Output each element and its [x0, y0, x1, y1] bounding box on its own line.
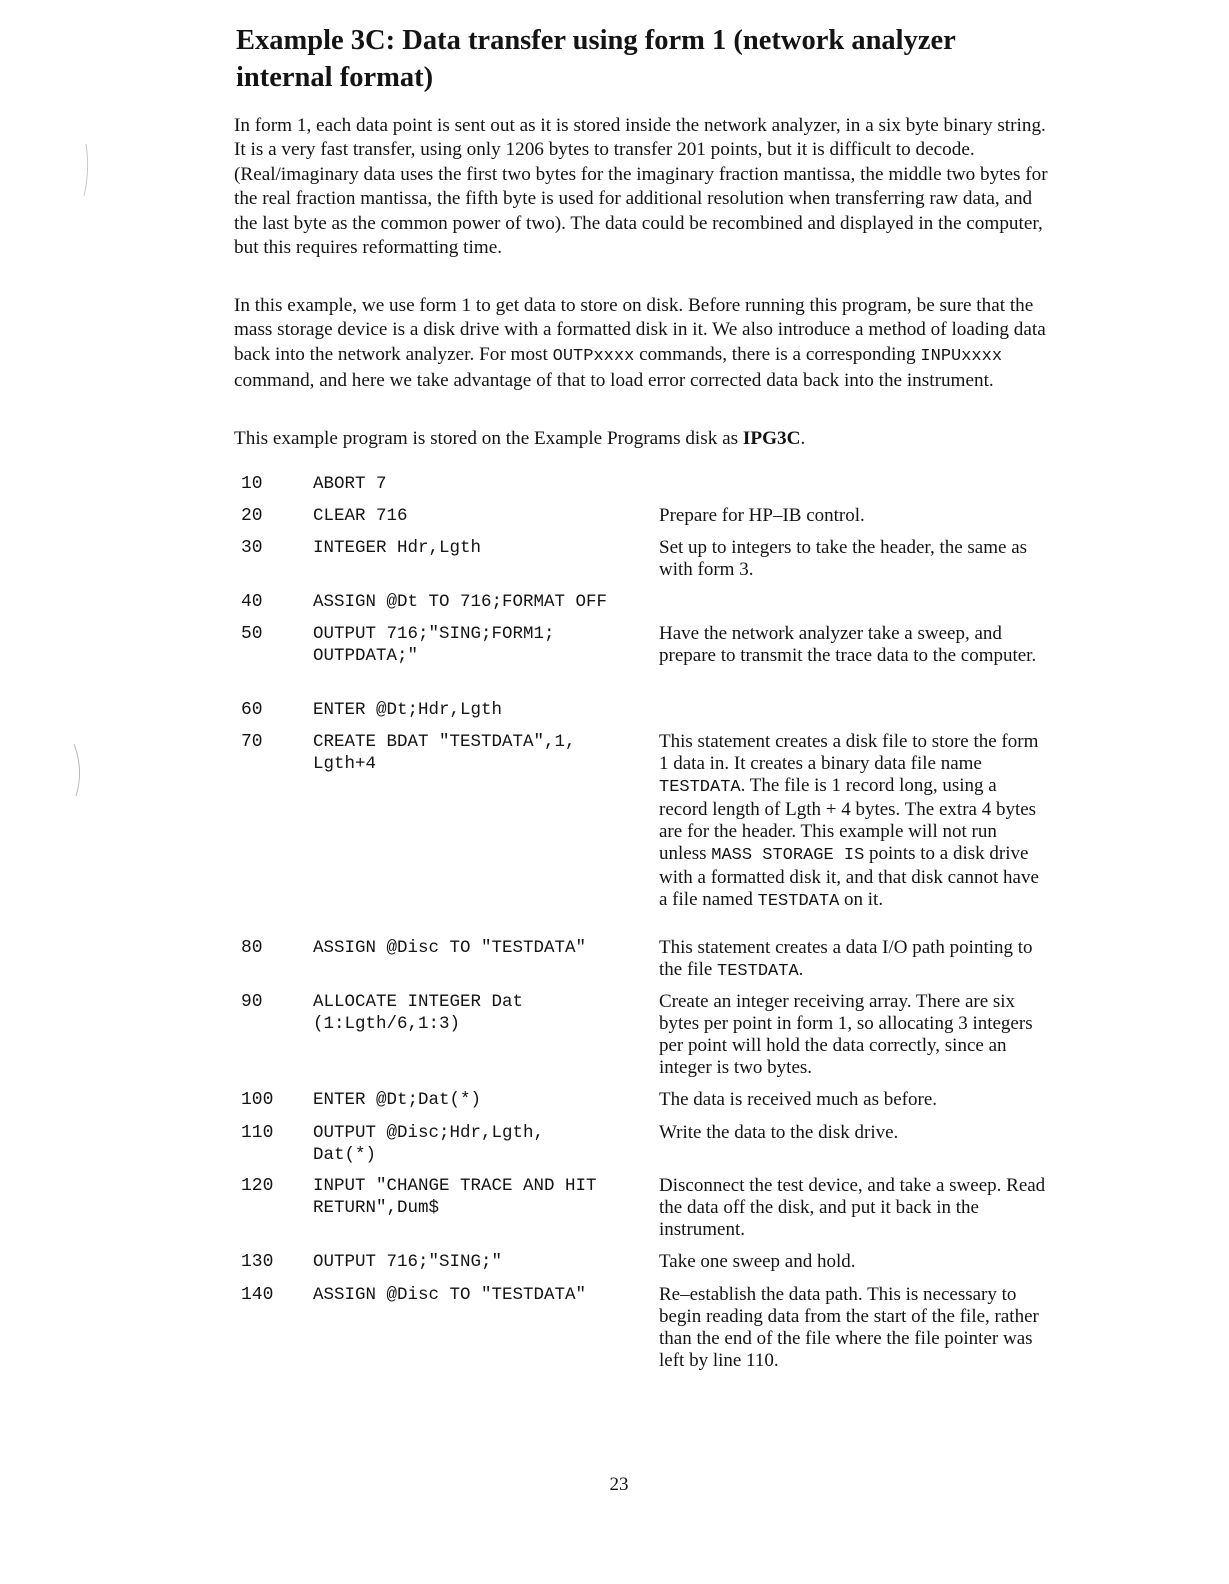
line-number: 20 — [241, 506, 263, 526]
scan-mark — [76, 140, 96, 200]
line-number: 90 — [241, 992, 263, 1012]
program-file-name: IPG3C — [742, 428, 801, 449]
code-text: INPUT "CHANGE TRACE AND HIT RETURN",Dum$ — [313, 1176, 597, 1218]
line-number: 40 — [241, 592, 263, 612]
desc-text: on it. — [839, 889, 884, 910]
storage-text-b: . — [800, 428, 806, 449]
line-description: Create an integer receiving array. There are six bytes per point in form 1, so allocating 3 integers per point will hold the data correctly, since an integer is two bytes. — [659, 991, 1033, 1078]
line-description: Take one sweep and hold. — [659, 1251, 856, 1272]
code-text: OUTPUT @Disc;Hdr,Lgth, Dat(*) — [313, 1123, 545, 1165]
outp-command: OUTPxxxx — [552, 346, 635, 366]
file-name: TESTDATA — [659, 778, 741, 797]
code-text: ASSIGN @Disc TO "TESTDATA" — [313, 1285, 587, 1305]
inpu-command: INPUxxxx — [920, 346, 1003, 366]
line-description — [659, 731, 1049, 913]
line-description: Prepare for HP–IB control. — [659, 505, 865, 526]
line-number: 130 — [241, 1252, 274, 1272]
desc-text: This statement creates a data I/O path pointing to the file — [659, 937, 1033, 980]
code-text: ENTER @Dt;Dat(*) — [313, 1090, 482, 1110]
line-number: 50 — [241, 624, 263, 644]
code-text: ENTER @Dt;Hdr,Lgth — [313, 700, 503, 720]
method-text-c: command, and here we take advantage of that to load error corrected data back into the instrument. — [234, 370, 994, 392]
line-description: Re–establish the data path. This is necessary to begin reading data from the start of the file, rather than the end of the file where the file pointer was left by line 110. — [659, 1284, 1039, 1371]
line-number: 10 — [241, 474, 263, 494]
code-text: OUTPUT 716;"SING;" — [313, 1252, 503, 1272]
line-description: Set up to integers to take the header, the same as with form 3. — [659, 537, 1028, 580]
code-text: INTEGER Hdr,Lgth — [313, 538, 482, 558]
desc-text: . The file is 1 record long, using a record length of Lgth + 4 bytes. The extra 4 bytes are for the header. This example will not run unless — [659, 775, 1037, 864]
file-name: TESTDATA — [757, 892, 840, 911]
line-number: 60 — [241, 700, 263, 720]
line-description: Write the data to the disk drive. — [659, 1122, 899, 1143]
line-number: 30 — [241, 538, 263, 558]
line-description: Have the network analyzer take a sweep, and prepare to transmit the trace data to the computer. — [659, 623, 1037, 666]
code-text: CLEAR 716 — [313, 506, 408, 526]
desc-text: This statement creates a disk file to store the form 1 data in. It creates a binary data file name — [659, 731, 1039, 774]
line-number: 100 — [241, 1090, 274, 1110]
code-text: OUTPUT 716;"SING;FORM1; OUTPDATA;" — [313, 624, 555, 666]
line-number: 110 — [241, 1123, 274, 1143]
page-number: 23 — [609, 1474, 629, 1495]
mass-storage-command: MASS STORAGE IS — [711, 846, 865, 865]
scan-mark — [66, 740, 90, 800]
code-text: ALLOCATE INTEGER Dat (1:Lgth/6,1:3) — [313, 992, 524, 1034]
line-description: The data is received much as before. — [659, 1089, 938, 1110]
desc-text: . — [798, 959, 804, 980]
line-number: 70 — [241, 732, 263, 752]
code-text: ASSIGN @Disc TO "TESTDATA" — [313, 938, 587, 958]
line-description — [659, 937, 1049, 983]
storage-text-a: This example program is stored on the Example Programs disk as — [234, 428, 743, 449]
desc-text: points to a disk drive with a formatted disk it, and that disk cannot have a file named — [659, 843, 1039, 910]
line-number: 80 — [241, 938, 263, 958]
page-title: Example 3C: Data transfer using form 1 (network analyzer internal format) — [236, 25, 956, 93]
code-text: ASSIGN @Dt TO 716;FORMAT OFF — [313, 592, 608, 612]
intro-paragraph: In form 1, each data point is sent out as it is stored inside the network analyzer, in a six byte binary string. It is a very fast transfer, using only 1206 bytes to transfer 201 points, but it is difficult to decode. (Real/imaginary data uses the first two bytes for the imaginary fraction mantissa, the middle two bytes for the real fraction mantissa, the fifth byte is used for additional resolution when transferring raw data, and the last byte as the common power of two). The data could be recombined and displayed in the computer, but this requires reformatting time. — [234, 115, 1048, 259]
file-name: TESTDATA — [717, 962, 799, 981]
code-text: CREATE BDAT "TESTDATA",1, Lgth+4 — [313, 732, 576, 774]
code-text: ABORT 7 — [313, 474, 387, 494]
method-text-a: In this example, we use form 1 to get data to store on disk. Before running this program, be sure that the mass storage device is a disk drive with a formatted disk in it. We also introduce a method of loading data back into the network analyzer. For most — [234, 295, 1046, 365]
line-number: 140 — [241, 1285, 274, 1305]
line-number: 120 — [241, 1176, 274, 1196]
line-description: Disconnect the test device, and take a sweep. Read the data off the disk, and put it back in the instrument. — [659, 1175, 1046, 1240]
method-text-b: commands, there is a corresponding — [634, 343, 921, 365]
